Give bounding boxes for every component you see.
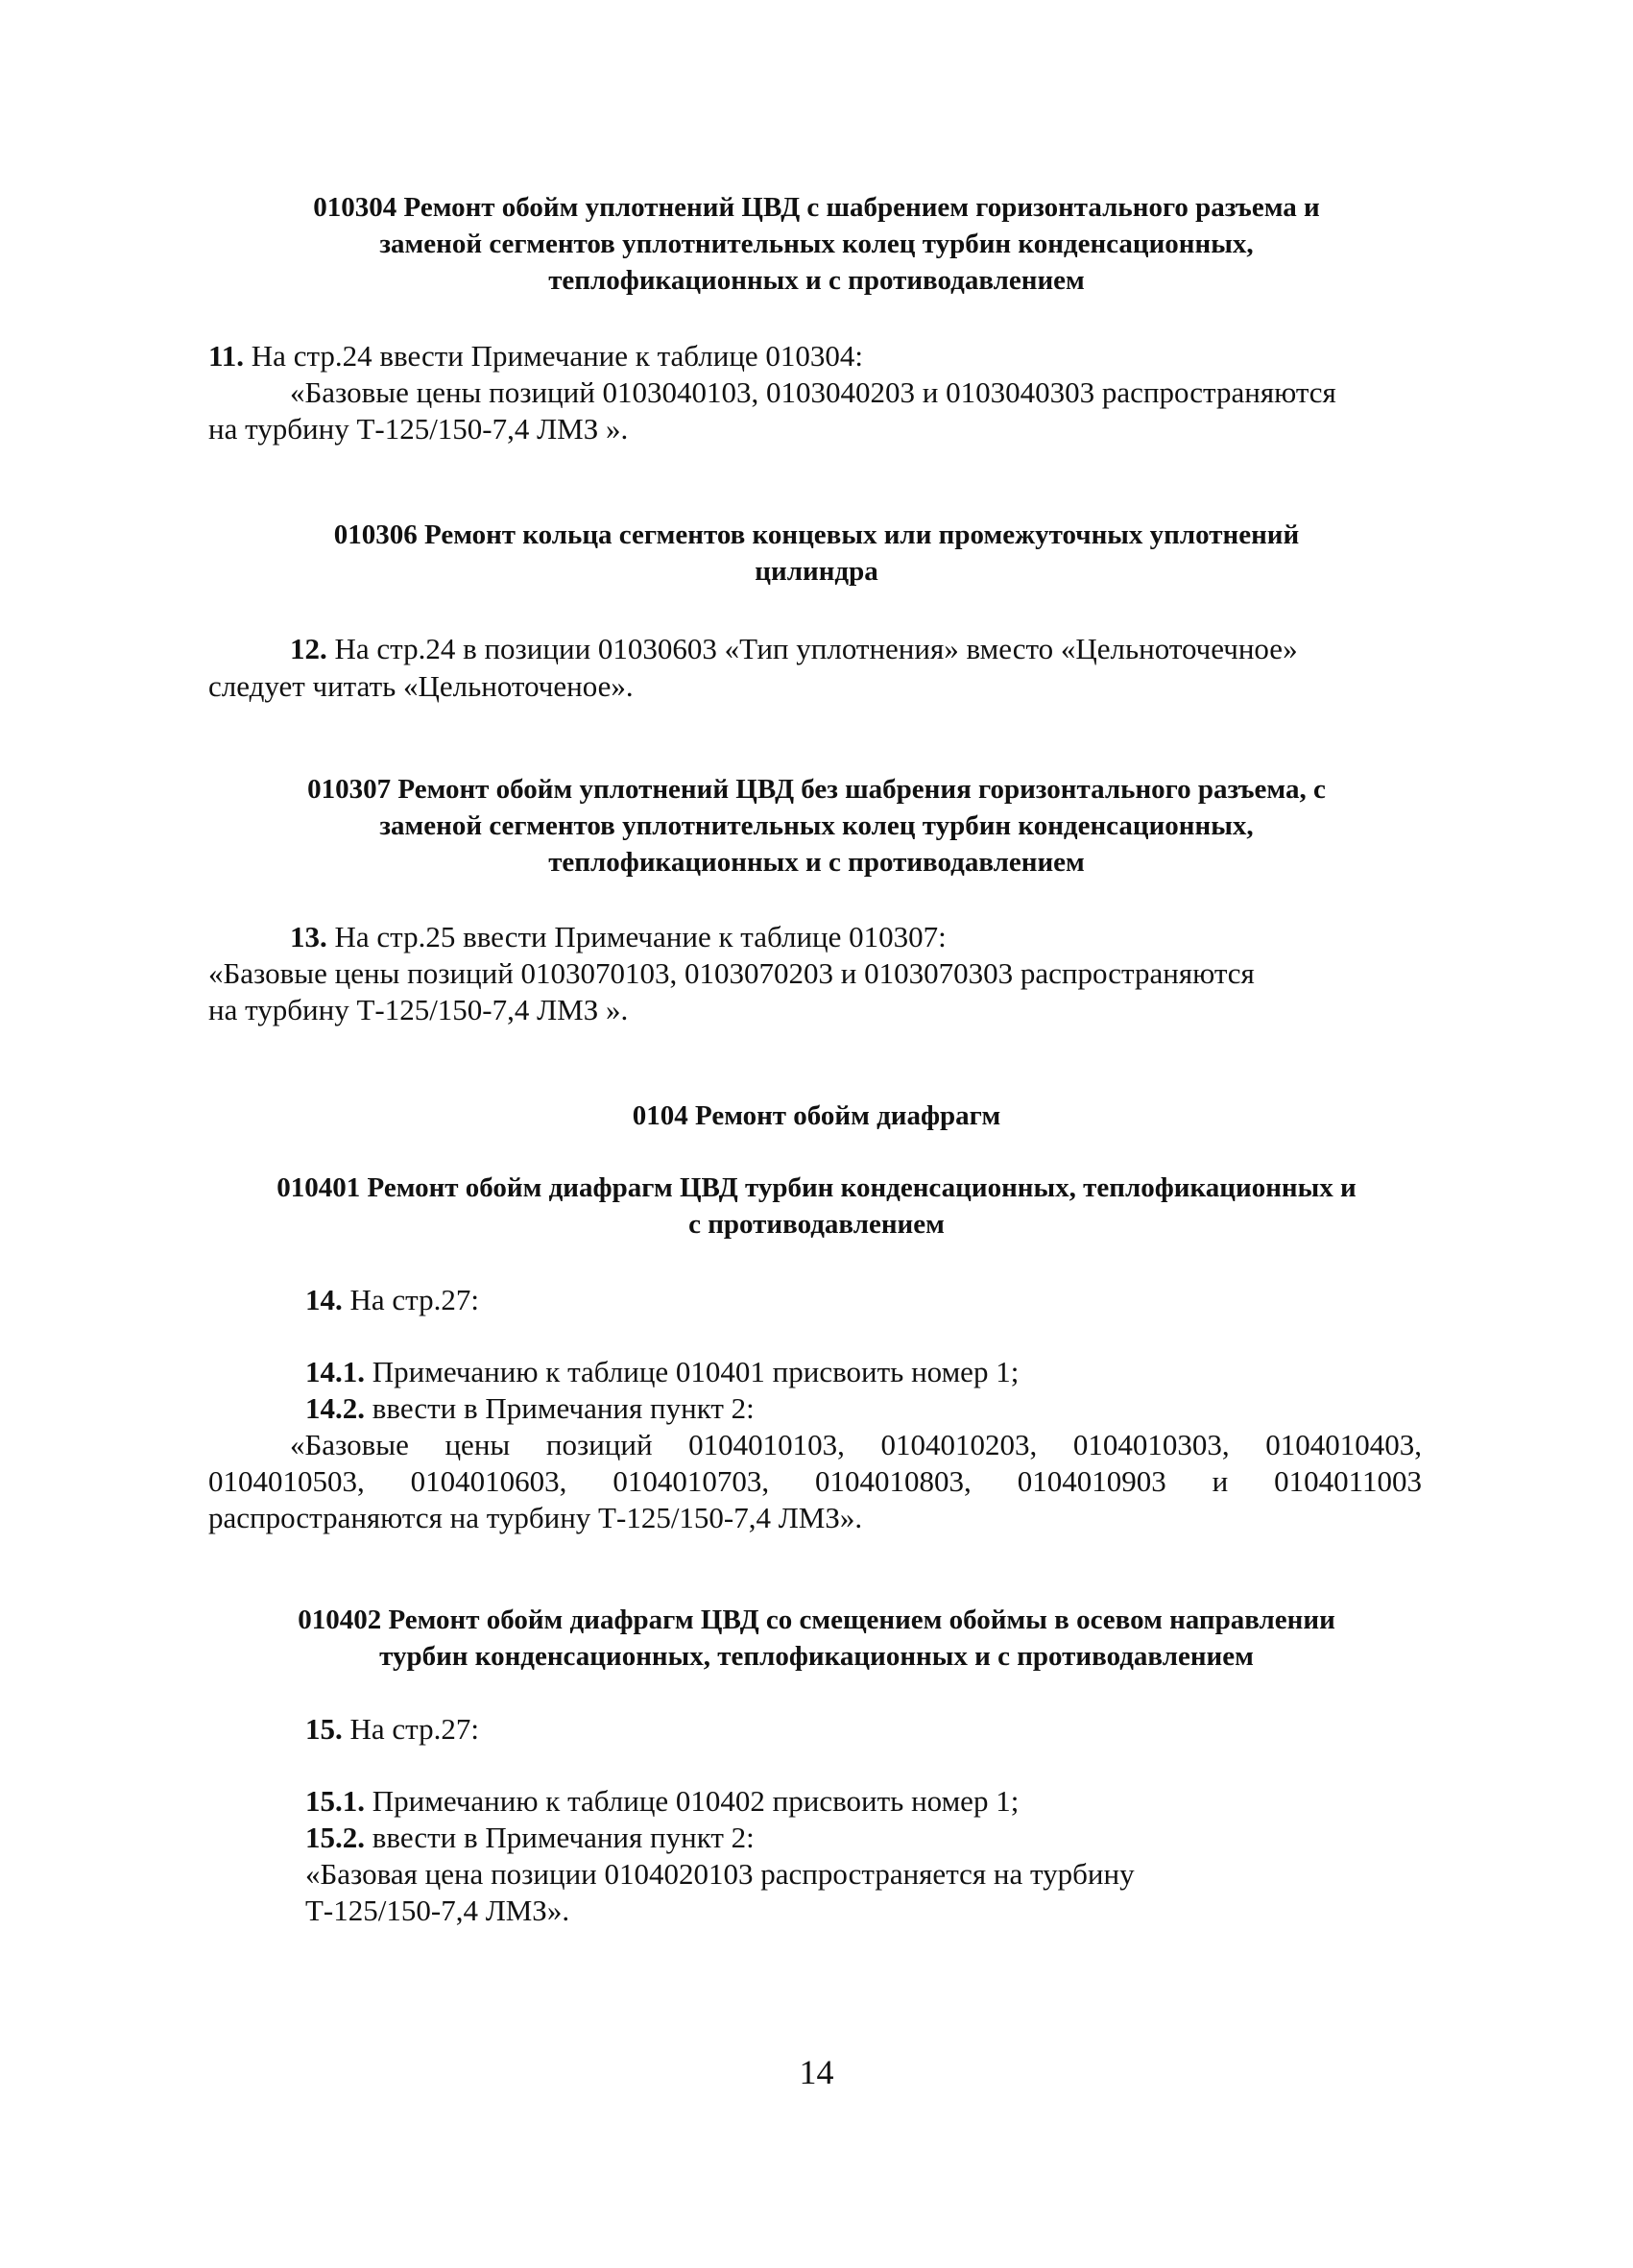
section-heading-0104: 0104 Ремонт обойм диафрагм: [632, 1100, 1001, 1131]
section-heading-010304: 010304 Ремонт обойм уплотнений ЦВД с шабрением горизонтального разъема и заменой сегментов уплотнительных колец турбин конденсационных, теплофикационных и с противодавлением: [313, 192, 1320, 296]
section-heading-010307: 010307 Ремонт обойм уплотнений ЦВД без шабрения горизонтального разъема, с заменой сегментов уплотнительных колец турбин конденсационных, теплофикационных и с противодавлением: [307, 774, 1326, 878]
item-14-quote-line1: «Базовые цены позиций 0104010103, 0104010203, 0104010303, 0104010403,: [290, 1428, 1422, 1461]
item-15-quote-line1: «Базовая цена позиции 0104020103 распространяется на турбину: [305, 1857, 1135, 1891]
item-13-quote-line1: «Базовые цены позиций 0103070103, 0103070203 и 0103070303 распространяются: [208, 956, 1255, 990]
item-14-quote-line3: распространяются на турбину Т-125/150-7,4 ЛМЗ».: [208, 1501, 863, 1534]
item-15-lead: 15. На стр.27:: [305, 1712, 479, 1746]
item-14-2: 14.2. ввести в Примечания пункт 2:: [305, 1391, 755, 1425]
item-13-quote-line2: на турбину Т-125/150-7,4 ЛМЗ ».: [208, 993, 629, 1026]
item-11-quote-line2: на турбину Т-125/150-7,4 ЛМЗ ».: [208, 412, 629, 446]
page-number: 14: [799, 2053, 834, 2091]
item-13-lead: 13. На стр.25 ввести Примечание к таблице 010307:: [290, 920, 947, 953]
item-14-1: 14.1. Примечанию к таблице 010401 присвоить номер 1;: [305, 1355, 1020, 1388]
item-12-line2: следует читать «Цельноточеное».: [208, 669, 634, 703]
item-12-line1: 12. На стр.24 в позиции 01030603 «Тип уплотнения» вместо «Цельноточечное»: [290, 632, 1298, 665]
section-heading-010401: 010401 Ремонт обойм диафрагм ЦВД турбин конденсационных, теплофикационных и с противодавлением: [276, 1172, 1357, 1240]
item-15-1: 15.1. Примечанию к таблице 010402 присвоить номер 1;: [305, 1784, 1020, 1818]
section-heading-010402: 010402 Ремонт обойм диафрагм ЦВД со смещением обоймы в осевом направлении турбин конденсационных, теплофикационных и с противодавлением: [298, 1604, 1335, 1672]
item-14-lead: 14. На стр.27:: [305, 1283, 479, 1316]
item-15-2: 15.2. ввести в Примечания пункт 2:: [305, 1821, 755, 1854]
item-11-quote-line1: «Базовые цены позиций 0103040103, 0103040203 и 0103040303 распространяются: [290, 375, 1336, 409]
item-11-lead: 11. На стр.24 ввести Примечание к таблице 010304:: [208, 339, 864, 373]
item-15-quote-line2: Т-125/150-7,4 ЛМЗ».: [305, 1894, 570, 1927]
item-14-quote-line2: 0104010503, 0104010603, 0104010703, 0104010803, 0104010903 и 0104011003: [208, 1464, 1422, 1498]
section-heading-010306: 010306 Ремонт кольца сегментов концевых или промежуточных уплотнений цилиндра: [333, 519, 1300, 587]
